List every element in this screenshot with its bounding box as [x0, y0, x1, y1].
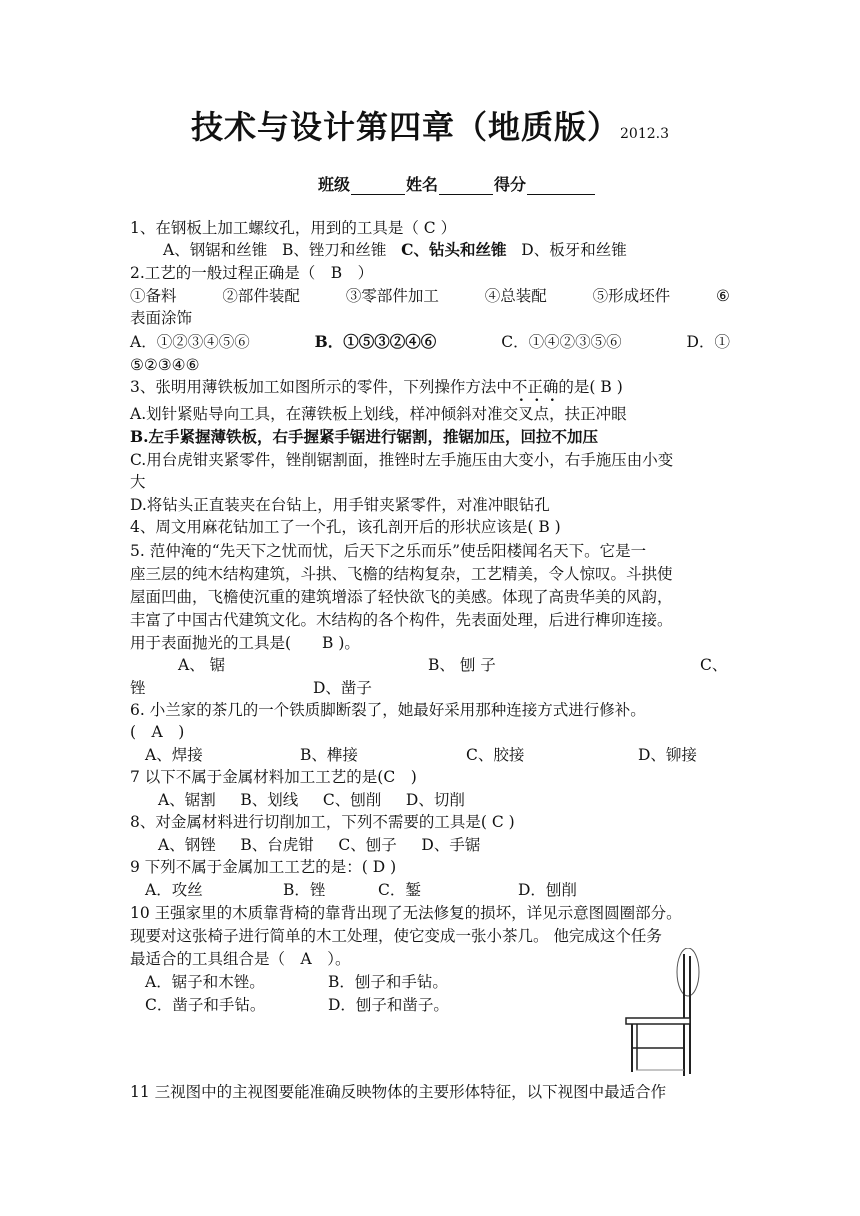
q4-stem: 4、周文用麻花钻加工了一个孔，该孔剖开后的形状应该是( B )	[130, 518, 561, 536]
score-label: 得分	[494, 175, 527, 194]
q2-steps	[130, 285, 730, 307]
q5-line-2: 座三层的纯木结构建筑，斗拱、飞檐的结构复杂，工艺精美，令人惊叹。斗拱使	[130, 565, 673, 583]
title-date: 2012.3	[620, 126, 669, 142]
q3-emph-1: 不	[511, 378, 528, 396]
q7-options	[158, 789, 465, 811]
q3-option-a: A.划针紧贴导向工具，在薄铁板上划线，样冲倾斜对准交叉点，扶正冲眼	[130, 405, 627, 423]
q9-option-d: D．刨削	[518, 881, 577, 899]
q10-option-d: D．刨子和凿子。	[328, 996, 449, 1014]
q2-step-6: ⑥	[716, 287, 730, 305]
q3-option-c: C.用台虎钳夹紧零件，锉削锯割面，推锉时左手施压由大变小，右手施压由小变	[130, 451, 674, 469]
q2-option-b: B．①⑤③②④⑥	[314, 332, 437, 351]
q8-option-c: C、刨子	[338, 836, 397, 854]
q2-options	[130, 331, 730, 353]
q8-option-d: D、手锯	[421, 836, 481, 854]
q6-option-d: D、铆接	[638, 746, 697, 764]
q5-option-b: B、 刨 子	[428, 656, 496, 674]
q8-option-a: A、钢锉	[158, 836, 216, 854]
q7-option-a: A、锯割	[158, 791, 216, 809]
q6-option-c: C、胶接	[466, 746, 525, 764]
q10-line-3: 最适合的工具组合是（ A ）。	[130, 950, 351, 968]
q9-stem: 9 下列不属于金属加工工艺的是：( D )	[130, 858, 397, 876]
q2-step-3: ③零部件加工	[345, 287, 439, 305]
name-blank	[439, 176, 493, 195]
q5-line-4: 丰富了中国古代建筑文化。木结构的各个构件，先表面处理，后进行榫卯连接。	[130, 611, 673, 629]
q2-step-6-text: 表面涂饰	[130, 309, 193, 327]
q9-option-a: A．攻丝	[145, 881, 203, 899]
q3-option-c-cont: 大	[130, 473, 146, 491]
q1-stem: 1、在钢板上加工螺纹孔，用到的工具是（ C ）	[130, 219, 457, 237]
q2-option-a: A．①②③④⑤⑥	[130, 333, 250, 351]
q3-option-b: B.左手紧握薄铁板，右手握紧手锯进行锯割，推锯加压，回拉不加压	[130, 427, 598, 446]
q6-line-2: ( A )	[130, 723, 185, 741]
q2-step-4: ④总装配	[484, 287, 547, 305]
q5-option-a: A、 锯	[178, 656, 226, 674]
q2-stem: 2.工艺的一般过程正确是（ B ）	[130, 264, 374, 282]
q1-option-d: D、板牙和丝锥	[521, 241, 627, 259]
q5-option-c: C、	[700, 656, 728, 674]
q10-option-b: B．刨子和手钻。	[328, 973, 448, 991]
q5-option-c-cont: 锉	[130, 679, 146, 697]
chair-seat	[626, 1018, 690, 1024]
q7-option-c: C、刨削	[322, 791, 382, 809]
q10-option-a: A．锯子和木锉。	[145, 973, 265, 991]
q10-line-2: 现要对这张椅子进行简单的木工处理，使它变成一张小茶几。 他完成这个任务	[130, 927, 662, 945]
q8-stem: 8、对金属材料进行切削加工，下列不需要的工具是( C )	[130, 813, 515, 831]
q10-option-c: C．凿子和手钻。	[145, 996, 266, 1014]
q3-emph-2: 正	[527, 378, 543, 396]
class-label: 班级	[318, 175, 351, 194]
q3-stem-answer: 的是( B )	[558, 378, 623, 396]
page-title	[0, 102, 860, 148]
q1-option-b: B、锉刀和丝锥	[281, 241, 387, 259]
q7-option-b: B、划线	[240, 791, 299, 809]
chair-diagram	[622, 948, 724, 1080]
q8-options	[158, 834, 480, 856]
q3-emph-3: 确	[542, 378, 559, 396]
q2-option-d-cont: ⑤②③④⑥	[130, 356, 200, 374]
name-label: 姓名	[406, 175, 439, 194]
q7-stem: 7 以下不属于金属材料加工工艺的是(C )	[130, 768, 417, 786]
q6-line-1: 6. 小兰家的茶几的一个铁质脚断裂了，她最好采用那种连接方式进行修补。	[130, 701, 646, 719]
q8-option-b: B、台虎钳	[240, 836, 314, 854]
q3-stem	[130, 376, 623, 398]
q6-option-a: A、焊接	[145, 746, 203, 764]
q2-step-5: ⑤形成坯件	[592, 287, 671, 305]
q1-option-c: C、钻头和丝锥	[401, 240, 507, 259]
q6-option-b: B、榫接	[300, 746, 358, 764]
q7-option-d: D、切削	[405, 791, 465, 809]
q3-option-d: D.将钻头正直装夹在台钻上，用手钳夹紧零件，对准冲眼钻孔	[130, 496, 550, 514]
title-text: 技术与设计第四章（地质版）	[190, 108, 620, 146]
q1-options	[163, 239, 627, 261]
score-blank	[527, 176, 595, 195]
class-blank	[351, 176, 405, 195]
student-info-line	[318, 172, 596, 195]
q2-step-2: ②部件装配	[222, 287, 300, 305]
q2-option-d: D．①	[686, 333, 730, 351]
q5-line-3: 屋面凹曲，飞檐使沉重的建筑增添了轻快欲飞的美感。体现了高贵华美的风韵，	[130, 588, 673, 606]
q11-line-1: 11 三视图中的主视图要能准确反映物体的主要形体特征，以下视图中最适合作	[130, 1083, 667, 1101]
q1-option-a: A、钢锯和丝锥	[163, 241, 268, 259]
q5-option-d: D、凿子	[313, 679, 372, 697]
damage-circle	[677, 948, 699, 996]
q9-option-b: B．锉	[283, 881, 326, 899]
q10-line-1: 10 王强家里的木质靠背椅的靠背出现了无法修复的损坏，详见示意图圆圈部分。	[130, 904, 682, 922]
q3-stem-text: 3、张明用薄铁板加工如图所示的零件，下列操作方法中	[130, 378, 512, 396]
q2-option-c: C．①④②③⑤⑥	[501, 333, 622, 351]
q5-line-5: 用于表面抛光的工具是( B )。	[130, 634, 360, 652]
q2-step-1: ①备料	[130, 287, 177, 305]
q9-option-c: C．錾	[378, 881, 421, 899]
q5-line-1: 5. 范仲淹的“先天下之忧而忧，后天下之乐而乐”使岳阳楼闻名天下。它是一	[130, 542, 647, 560]
